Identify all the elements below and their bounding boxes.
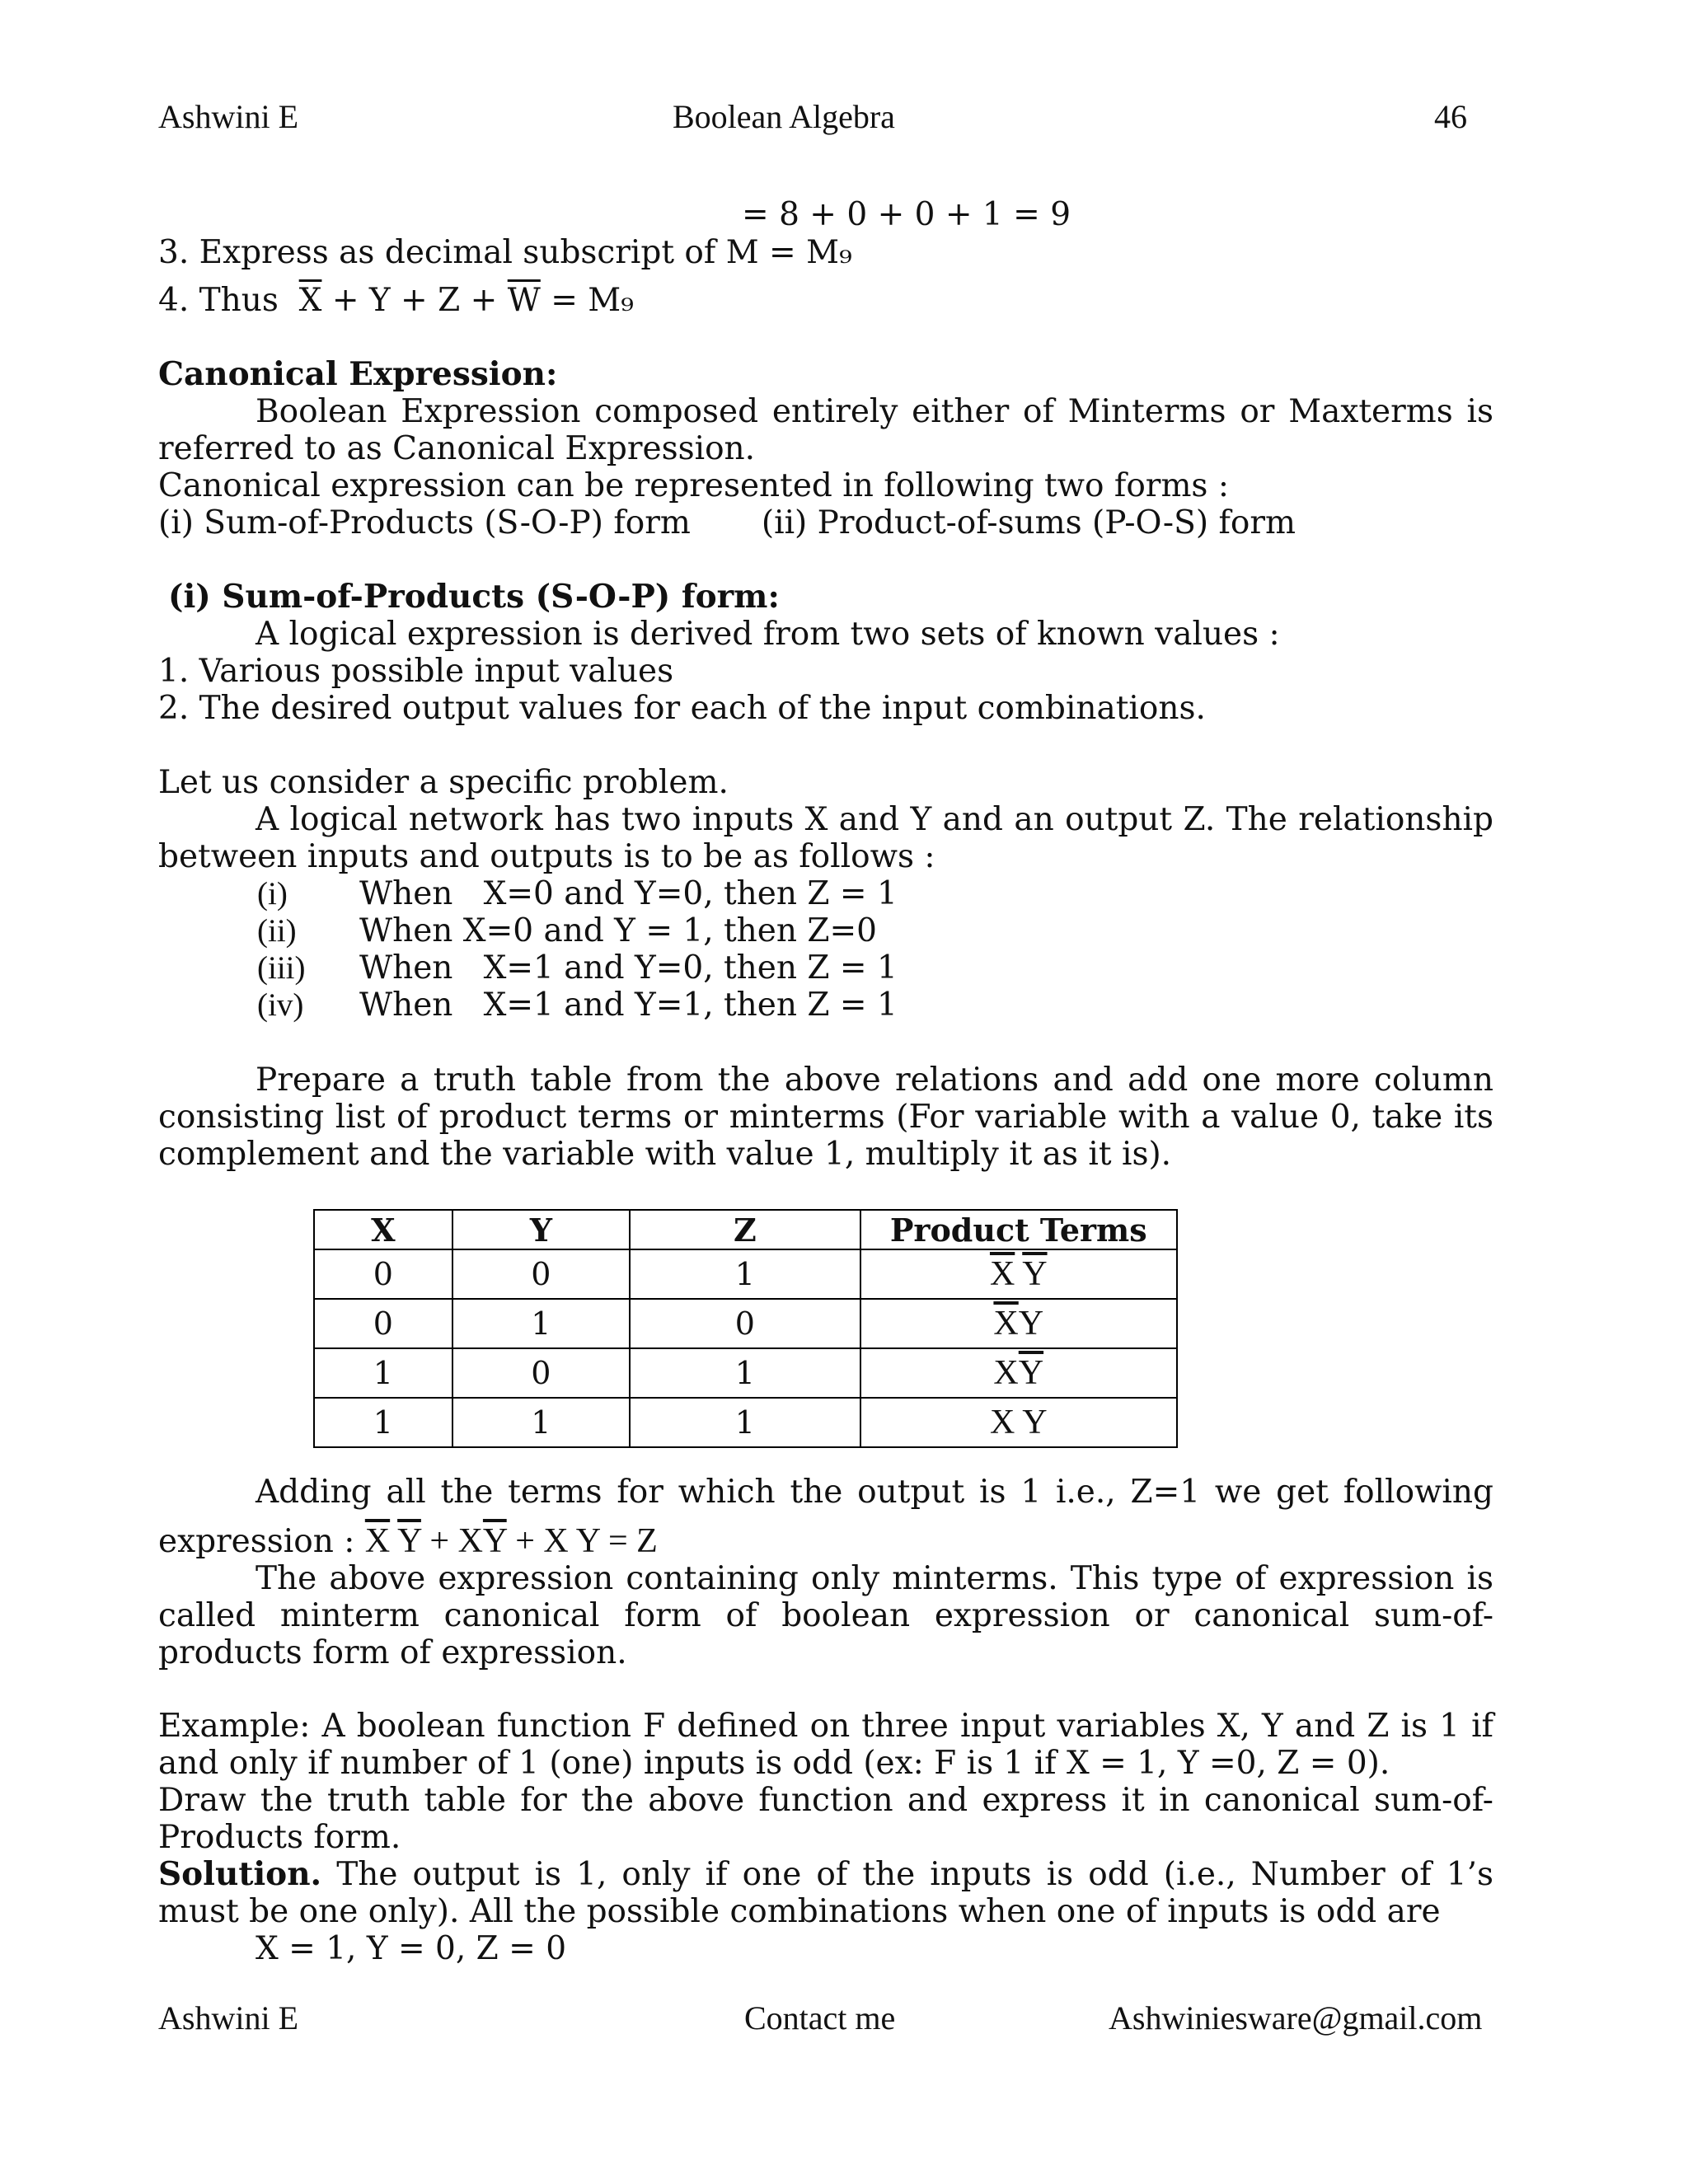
sop-section <box>158 579 1493 875</box>
relation-item: (iv) When X=1 and Y=1, then Z = 1 <box>257 987 898 1024</box>
table-header-row <box>314 1210 1177 1249</box>
table-row: 0 1 0 $\overline{X}Y$ <box>314 1299 1177 1348</box>
prepare-paragraph: Prepare a truth table from the above relations and add one more column consisting list of product terms or minterms (For variable with a value 0, take its complement and the variable with value 1, multiply it as it is). <box>158 1062 1493 1173</box>
solution-paragraph <box>158 1856 1493 1930</box>
product-term: $X\overline{Y}$ <box>860 1348 1177 1398</box>
footer-contact: Contact me <box>744 1999 896 2036</box>
example-section <box>158 1708 1493 1967</box>
step4-prefix: 4. Thus <box>158 282 279 319</box>
footer-email[interactable]: Ashwiniesware@gmail.com <box>1109 1999 1483 2036</box>
solution-text: The output is 1, only if one of the inputs is odd (i.e., Number of 1’s must be one only). All the possible combinations when one of inputs is odd are <box>158 1856 1493 1930</box>
relation-item: (ii) When X=0 and Y = 1, then Z=0 <box>257 912 877 949</box>
page-number: 46 <box>1434 98 1467 135</box>
step-3: 3. Express as decimal subscript of M = M₉ <box>158 234 852 271</box>
form-sop: (i) Sum-of-Products (S-O-P) form <box>158 504 691 541</box>
step4-mid: + Y + Z + <box>331 282 498 319</box>
product-term: X Y <box>860 1398 1177 1447</box>
minterm-paragraph: The above expression containing only minterms. This type of expression is called minterm canonical form of boolean expression or canonical sum-of-products form of expression. <box>158 1560 1493 1671</box>
step-4 <box>158 282 634 319</box>
form-pos: (ii) Product-of-sums (P-O-S) form <box>761 504 1296 541</box>
column-header-x: X <box>314 1210 452 1249</box>
step4-w-complement: $\overline{W}$ <box>507 282 541 319</box>
equation-line: = 8 + 0 + 0 + 1 = 9 <box>742 196 1071 233</box>
header-author: Ashwini E <box>158 98 298 135</box>
column-header-y: Y <box>452 1210 631 1249</box>
expression-label: expression : <box>158 1523 355 1560</box>
step4-suffix: = M₉ <box>551 282 634 319</box>
canonical-forms-intro: Canonical expression can be represented in following two forms : <box>158 467 1229 504</box>
header-title: Boolean Algebra <box>673 98 895 135</box>
product-term: $\overline{X}$ $\overline{Y}$ <box>860 1249 1177 1299</box>
product-term: $\overline{X}Y$ <box>860 1299 1177 1348</box>
truth-table <box>313 1209 1178 1448</box>
canonical-section <box>158 356 1493 541</box>
consider-line: Let us consider a specific problem. <box>158 764 729 801</box>
relation-item: (i) When X=0 and Y=0, then Z = 1 <box>257 875 898 912</box>
example-instruction: Draw the truth table for the above function and express it in canonical sum-of-Products form. <box>158 1782 1493 1856</box>
relation-item: (iii) When X=1 and Y=0, then Z = 1 <box>257 949 898 987</box>
canonical-definition: Boolean Expression composed entirely either of Minterms or Maxterms is referred to as Canonical Expression. <box>158 393 1493 467</box>
sop-expression: expression : $\overline{X}$ $\overline{Y} + X\overline{Y} + X$ Y = Z <box>158 1522 658 1560</box>
prepare-section <box>158 1062 1493 1173</box>
relations-list <box>257 875 898 1024</box>
network-description: A logical network has two inputs X and Y and an output Z. The relationship between inputs and outputs is to be as follows : <box>158 801 1493 875</box>
column-header-z: Z <box>630 1210 860 1249</box>
footer-author: Ashwini E <box>158 1999 298 2036</box>
sop-item-1: 1. Various possible input values <box>158 653 674 690</box>
sop-intro: A logical expression is derived from two sets of known values : <box>256 616 1280 653</box>
table-row: 0 0 1 $\overline{X}$ $\overline{Y}$ <box>314 1249 1177 1299</box>
table-row: 1 0 1 $X\overline{Y}$ <box>314 1348 1177 1398</box>
solution-combination: X = 1, Y = 0, Z = 0 <box>256 1930 567 1967</box>
solution-label: Solution. <box>158 1855 322 1893</box>
canonical-heading: Canonical Expression: <box>158 355 558 393</box>
example-text: Example: A boolean function F defined on three input variables X, Y and Z is 1 if and only if number of 1 (one) inputs is odd (ex: F is 1 if X = 1, Y =0, Z = 0). <box>158 1708 1493 1782</box>
column-header-product-terms: Product Terms <box>860 1210 1177 1249</box>
table-row: 1 1 1 X Y <box>314 1398 1177 1447</box>
canonical-forms <box>158 504 1493 541</box>
minterm-paragraph-block <box>158 1560 1493 1671</box>
step4-x-complement: $\overline{X}$ <box>298 282 322 319</box>
adding-line: Adding all the terms for which the output is 1 i.e., Z=1 we get following <box>256 1474 1493 1511</box>
sop-heading: (i) Sum-of-Products (S-O-P) form: <box>168 578 780 616</box>
sop-item-2: 2. The desired output values for each of the input combinations. <box>158 690 1206 727</box>
adding-section <box>158 1474 1493 1511</box>
